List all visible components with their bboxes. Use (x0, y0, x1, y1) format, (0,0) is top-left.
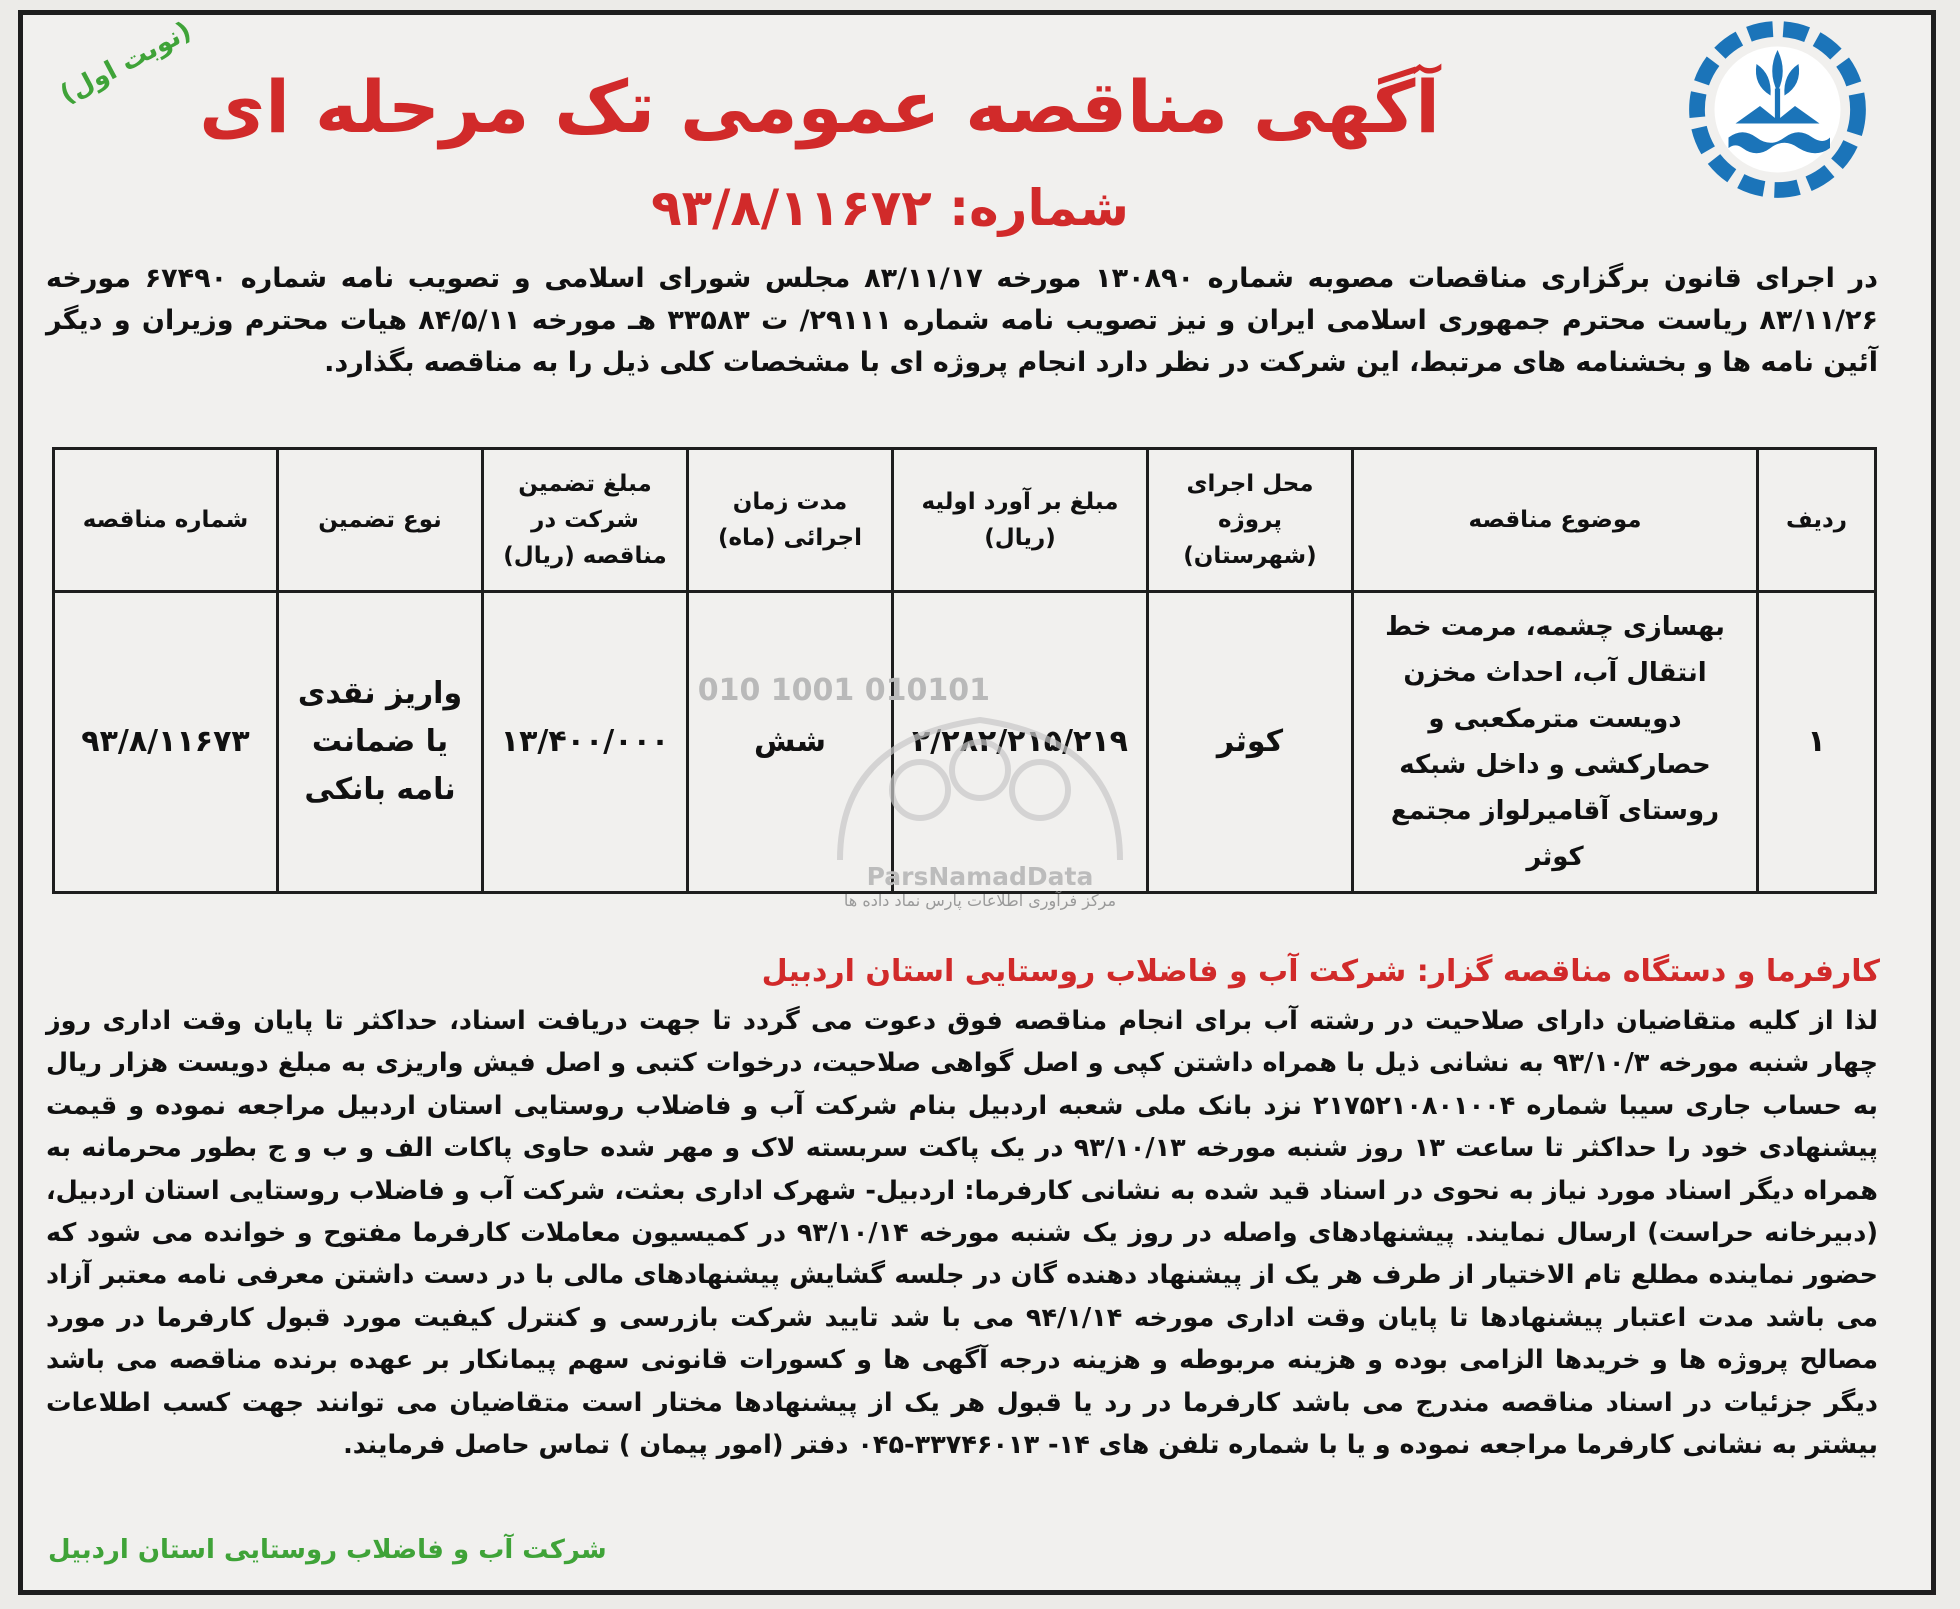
cell-subject: بهسازی چشمه، مرمت خط انتقال آب، احداث مخزن دویست مترمکعبی و حصارکشی و داخل شبکه روستای آقامیرلواز مجتمع کوثر (1353, 592, 1758, 893)
tender-table (52, 447, 1877, 894)
header-guarantee-amount: مبلغ تضمین شرکت در مناقصه (ریال) (483, 449, 688, 592)
employer-line: کارفرما و دستگاه مناقصه گزار: شرکت آب و فاضلاب روستایی استان اردبیل (761, 954, 1880, 989)
header-duration: مدت زمان اجرائی (ماه) (688, 449, 893, 592)
cell-duration: شش (688, 592, 893, 893)
water-company-logo-icon (1690, 22, 1865, 197)
first-publication-badge: (نوبت اول) (55, 15, 197, 111)
header-subject: موضوع مناقصه (1353, 449, 1758, 592)
page-title: آگهی مناقصه عمومی تک مرحله ای (199, 65, 1440, 149)
header-guarantee-type: نوع تضمین (278, 449, 483, 592)
cell-estimate: ۲/۲۸۲/۲۱۵/۲۱۹ (893, 592, 1148, 893)
cell-row-number: ۱ (1758, 592, 1876, 893)
header-row-number: ردیف (1758, 449, 1876, 592)
table-header-row (54, 449, 1876, 592)
watermark-caption: مرکز فرآوری اطلاعات پارس نماد داده ها (843, 891, 1117, 910)
signature: شرکت آب و فاضلاب روستایی استان اردبیل (48, 1535, 607, 1565)
cell-tender-number: ۹۳/۸/۱۱۶۷۳ (54, 592, 278, 893)
header-tender-number: شماره مناقصه (54, 449, 278, 592)
body-paragraph: لذا از کلیه متقاضیان دارای صلاحیت در رشته آب برای انجام مناقصه فوق دعوت می گردد تا جهت دریافت اسناد، حداکثر تا پایان وقت اداری روز چهار شنبه مورخه ۹۳/۱۰/۳ به نشانی ذیل با همراه داشتن کپی و اصل گواهی صلاحیت، درخوات کتبی و اصل فیش واریزی به مبلغ دویست هزار ریال به حساب جاری سیبا شماره ۲۱۷۵۲۱۰۸۰۱۰۰۴ نزد بانک ملی شعبه اردبیل بنام شرکت آب و فاضلاب روستایی استان اردبیل مراجعه نموده و قیمت پیشنهادی خود را حداکثر تا ساعت ۱۳ روز شنبه مورخه ۹۳/۱۰/۱۳ در یک پاکت سربسته لاک و مهر شده حاوی پاکات الف و ب و ج بطور محرمانه به همراه دیگر اسناد مورد نیاز به نحوی در اسناد قید شده به نشانی کارفرما: اردبیل- شهرک اداری بعثت، شرکت آب و فاضلاب روستایی استان اردبیل، (دبیرخانه حراست) ارسال نمایند. پیشنهادهای واصله در روز یک شنبه مورخه ۹۳/۱۰/۱۴ در کمیسیون معاملات کارفرما مفتوح و خوانده می شود که حضور نماینده مطلع تام الاختیار از طرف هر یک از پیشنهاد دهنده گان در جلسه گشایش پیشنهادهای مالی با در دست داشتن معرفی نامه معتبر آزاد می باشد مدت اعتبار پیشنهادها تا پایان وقت اداری مورخه ۹۴/۱/۱۴ می با شد تایید شرکت بازرسی و کنترل کیفیت مورد قبول کارفرما در مورد مصالح پروژه ها و خریدها الزامی بوده و هزینه مربوطه و هزینه درجه آگهی ها و کسورات قانونی سهم پیمانکار بر عهده برنده مناقصه می باشد دیگر جزئیات در اسناد مناقصه مندرج می باشد کارفرما در رد یا قبول هر یک از پیشنهادها مختار است متقاضیان می توانند جهت کسب اطلاعات بیشتر به نشانی کارفرما مراجعه نموده و یا با شماره تلفن های ۱۴- ۳۳۷۴۶۰۱۳-۰۴۵ دفتر (امور پیمان ) تماس حاصل فرمایند. (46, 1006, 1878, 1461)
table-row (54, 592, 1876, 893)
watermark-brand: ParsNamadData مرکز فرآوری اطلاعات پارس نماد داده ها (800, 862, 1160, 910)
intro-paragraph: در اجرای قانون برگزاری مناقصات مصوبه شماره ۱۳۰۸۹۰ مورخه ۸۳/۱۱/۱۷ مجلس شورای اسلامی و تصویب نامه شماره ۶۷۴۹۰ مورخه ۸۳/۱۱/۲۶ ریاست محترم جمهوری اسلامی ایران و نیز تصویب نامه شماره ۲۹۱۱۱/ ت ۳۳۵۸۳ هـ مورخه ۸۴/۵/۱۱ هیات محترم وزیران و دیگر آئین نامه ها و بخشنامه های مرتبط، این شرکت در نظر دارد انجام پروژه ای با مشخصات کلی ذیل را به مناقصه بگذارد. (46, 263, 1879, 378)
header-estimate: مبلغ بر آورد اولیه (ریال) (893, 449, 1148, 592)
watermark-digits: 010101 1001 010 (697, 673, 990, 708)
tender-announcement-number: شماره: ۹۳/۸/۱۱۶۷۲ (651, 179, 1129, 237)
cell-guarantee-type: واریز نقدی یا ضمانت نامه بانکی (278, 592, 483, 893)
header-location: محل اجرای پروژه (شهرستان) (1148, 449, 1353, 592)
cell-guarantee-amount: ۱۳/۴۰۰/۰۰۰ (483, 592, 688, 893)
cell-location: کوثر (1148, 592, 1353, 893)
